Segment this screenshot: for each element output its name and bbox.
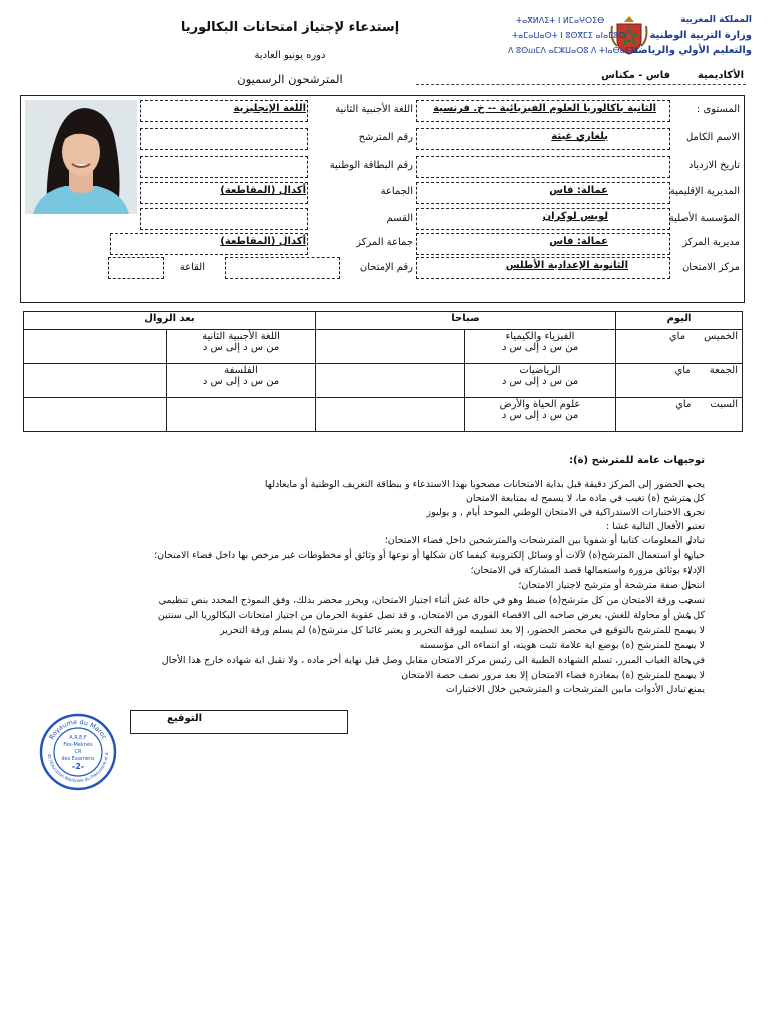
instruction-item: كل مترشح (ة) تغيب في ماده ما، لا يسمح له بمتابعة الامتحان [465, 493, 705, 504]
fullname-label: الاسم الكامل [685, 132, 740, 143]
ministry-kingdom-ar: المملكة المغربية [680, 15, 752, 25]
level-label: المستوى : [696, 104, 740, 115]
origin-school-label: المؤسسة الأصلية [668, 213, 740, 224]
instruction-item: في حالة الغياب المبرر، تسلم الشهادة الطبية الى رئيس مركز الامتحان مقابل وصل قبل نهاية أخر ماده ، ولا تقبل اية شهاده خارج هذا الأجال [161, 655, 705, 666]
schedule-day-cell: الجمعة ماي [616, 364, 743, 398]
instruction-item: لا يسمح للمترشح بالتوقيع في محضر الحضور، إلا بعد تسليمه لورقة التحرير و يعتبر غائبا كل مترشح(ة) لم يسلم ورقة التحرير [220, 625, 705, 636]
academy-label: الأكاديمية [697, 70, 744, 81]
schedule-day-cell: السبت ماي [616, 398, 743, 432]
academy-value: فاس - مكناس [601, 70, 670, 81]
birthdate-label: تاريخ الازدياد [688, 160, 740, 171]
schedule-empty-cell [24, 330, 167, 364]
candidates-type: المترشحون الرسميون [237, 72, 343, 86]
exam-schedule-table [23, 311, 743, 432]
instruction-item: انتحال صفة مترشحة أو مترشح لاجتياز الامتحان؛ [518, 580, 705, 591]
schedule-empty-cell [316, 330, 465, 364]
schedule-morning-subject: علوم الحياة والأرض من س د إلى س د [465, 398, 616, 432]
origin-school-value: لويس لوكران [542, 211, 608, 222]
svg-text:des Examens: des Examens [61, 756, 95, 762]
center-directorate-value: عمالة: فاس [549, 236, 608, 247]
schedule-col-afternoon: بعد الزوال [24, 312, 316, 330]
page-title: إستدعاء لإجتياز امتحانات البكالوريا [180, 20, 400, 35]
section-label: القسم [386, 213, 413, 224]
directorate-field [416, 182, 670, 204]
schedule-afternoon-subject: اللغة الأجنبية الثانية من س د إلى س د [167, 330, 316, 364]
svg-text:Fès-Meknès: Fès-Meknès [63, 742, 93, 748]
schedule-header-row [24, 312, 743, 330]
schedule-afternoon-subject: الفلسفة من س د إلى س د [167, 364, 316, 398]
candidate-number-field [140, 128, 308, 150]
official-stamp [38, 712, 118, 792]
instruction-item: يمنع تبادل الأدوات مابين المترشحات و المترشحين خلال الاختبارات [445, 684, 705, 695]
section-field [140, 208, 308, 230]
schedule-morning-subject: الفيزياء والكيمياء من س د إلى س د [465, 330, 616, 364]
second-language-label: اللغة الأجنبية الثانية [335, 104, 413, 115]
svg-text:Royaume du Maroc: Royaume du Maroc [47, 717, 109, 741]
center-commune-label: جماعة المركز [356, 237, 413, 248]
svg-text:CR: CR [74, 749, 82, 755]
directorate-value: عمالة: فاس [549, 185, 608, 196]
instruction-item: الإدلاء بوثائق مزورة واستعمالها قصد المشاركة في الامتحان؛ [470, 565, 705, 576]
schedule-row [24, 398, 743, 432]
schedule-empty-cell [316, 364, 465, 398]
schedule-day-cell: الخميس ماي [616, 330, 743, 364]
room-label: القاعة [179, 262, 205, 273]
second-language-value: اللغة الإنجليزية [233, 103, 306, 114]
instruction-item: تعتبر الأفعال التالية غشا : [606, 521, 705, 532]
instruction-item: تجرى الاختبارات الاستدراكية في الامتحان الوطني الموحد أيام , و يوليوز [426, 507, 705, 518]
session-name: دوره يونيو العادية [254, 50, 326, 61]
ministry-name-tifinagh: ⵜⴰⵎⴰⵡⴰⵙⵜ ⵏ ⵓⵙⴳⵎⵉ ⴰⵏⴰⵎⵓⵔ [512, 31, 626, 40]
center-commune-value: أكدال (المقاطعة) [220, 236, 306, 247]
header-rule [416, 84, 746, 85]
instruction-item: تبادل المعلومات كتابيا أو شفويا بين المترشحات والمترشحين داخل فضاء الامتحان؛ [384, 535, 705, 546]
instruction-item: يجب الحضور إلى المركز دقيقة قبل بداية الامتحانات مصحوبا بهذا الاستدعاء و ببطاقة التعريف الوطنية أو مايعادلها [264, 479, 705, 490]
svg-text:A.R.E.F: A.R.E.F [69, 735, 87, 741]
birthdate-field [416, 156, 670, 178]
ministry-name-tifinagh-2: ⴷ ⵓⵙⴍⵎⴷ ⴰⵎⵣⵡⴰⵔⵓ ⴷ ⵜⵏⴰⴱⴰⴹⵉⵏ [508, 46, 638, 55]
ministry-name-ar: وزارة التربية الوطنية [649, 30, 752, 41]
fullname-field [416, 128, 670, 150]
schedule-empty-cell [24, 398, 167, 432]
schedule-row [24, 364, 743, 398]
exam-number-field [225, 257, 340, 279]
schedule-empty-cell [167, 398, 316, 432]
exam-center-label: مركز الامتحان [681, 262, 740, 273]
commune-value: أكدال (المقاطعة) [220, 185, 306, 196]
commune-label: الجماعة [380, 186, 413, 197]
svg-text:-2-: -2- [71, 762, 85, 771]
schedule-empty-cell [24, 364, 167, 398]
instruction-item: لا يسمح للمترشح (ة) بمغادرة فضاء الامتحان إلا بعد مرور نصف حصة الامتحان [401, 670, 705, 681]
instruction-item: كل غش أو محاولة للغش، يعرض صاحبه الى الاقصاء الفوري من الامتحان، و قد تصل عقوبة الحرمان من اجتياز امتحانات البكالوريا الى سنتين [157, 610, 705, 621]
candidate-number-label: رقم المترشح [358, 132, 413, 143]
candidate-photo [25, 100, 137, 214]
exam-number-label: رقم الإمتحان [359, 262, 413, 273]
schedule-row [24, 330, 743, 364]
center-directorate-label: مديرية المركز [682, 237, 740, 248]
schedule-empty-cell [316, 398, 465, 432]
directorate-label: المديرية الإقليمية [669, 186, 740, 197]
ministry-kingdom-tifinagh: ⵜⴰⴳⵍⴷⵉⵜ ⵏ ⵍⵎⴰⵖⵔⵉⴱ [516, 16, 605, 25]
national-id-field [140, 156, 308, 178]
instruction-item: تسحب ورقة الامتحان من كل مترشح(ة) ضبط وهو في حالة غش أثناء اجتياز الامتحان، ويحرر محضر بذلك، وفق النموذج المحدد بنص تنظيمي [158, 595, 705, 606]
ministry-name-ar-2: والتعليم الأولي والرياضة [632, 45, 752, 56]
instruction-item: حيازة أو استعمال المترشح(ة) لآلات أو وسائل إلكترونية كيفما كان شكلها أو نوعها أو وثائق أو مخطوطات غير مرخص بها داخل فضاء الامتحان؛ [154, 550, 705, 561]
fullname-value: بلغازي غيثة [551, 131, 608, 142]
national-id-label: رقم البطاقة الوطنية [329, 160, 413, 171]
center-directorate-field [416, 233, 670, 255]
instruction-item: لا يسمح للمترشح (ة) بوضع اية علامة تثبت هويته، او انتماءه الى مؤسسته [419, 640, 705, 651]
exam-center-value: الثانوية الإعدادية الأطلس [505, 260, 628, 271]
signature-label: التوقيع [167, 713, 202, 724]
svg-text:Ministère de l'Education Natio: de l'Education Nationale du Préscolaire et d [47, 752, 110, 784]
room-field [108, 257, 164, 279]
schedule-col-morning: صباحا [316, 312, 616, 330]
schedule-morning-subject: الرياضيات من س د إلى س د [465, 364, 616, 398]
instructions-title: توجيهات عامة للمترشح (ة): [569, 455, 705, 466]
level-value: الثانية باكالوريا العلوم الفيزيائية -- خ. فرنسية [433, 103, 656, 114]
schedule-col-day: اليوم [616, 312, 743, 330]
